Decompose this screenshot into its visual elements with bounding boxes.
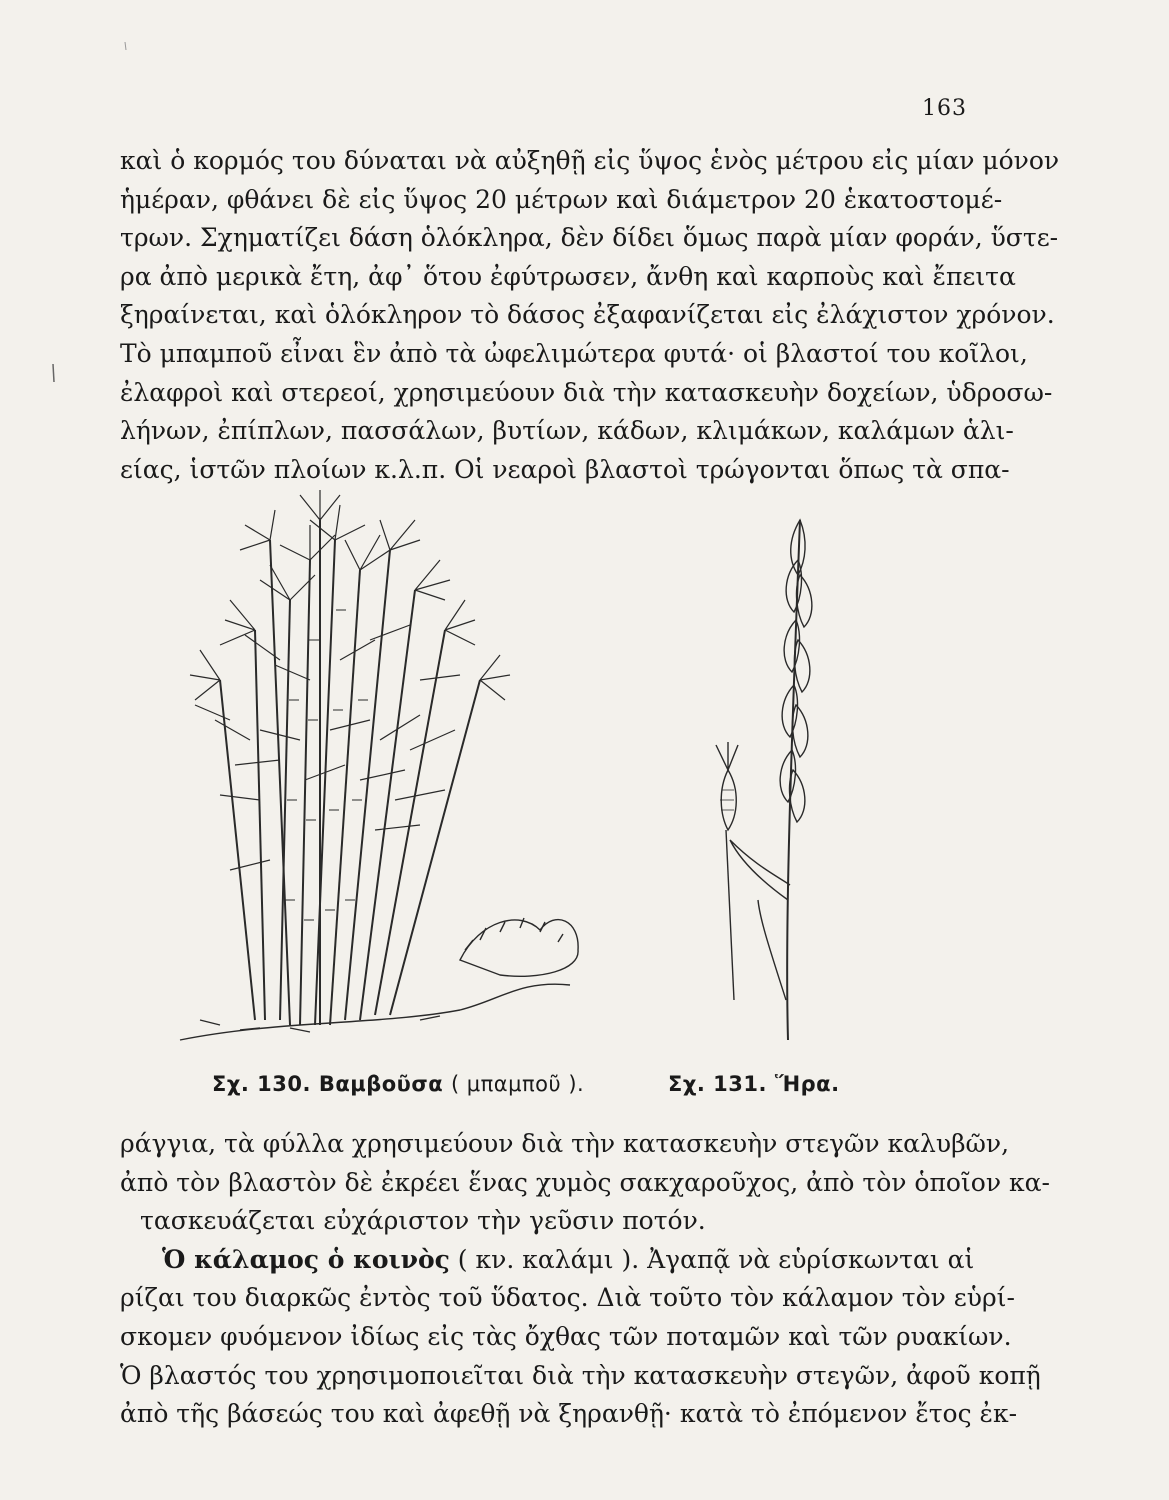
text-line: ράγγια, τὰ φύλλα χρησιμεύουν διὰ τὴν κατασκευὴν στεγῶν καλυβῶν, [120,1129,1010,1158]
figure-131-label: Σχ. 131. [668,1072,767,1096]
figure-130-title: Βαμβοῦσα [318,1072,444,1096]
term-rest: ( κν. καλάμι ). Ἀγαπᾷ νὰ εὑρίσκωνται αἱ [457,1244,975,1274]
paragraph-top [120,142,1060,489]
stray-mark [120,40,130,54]
text-line: σκομεν φυόμενον ἰδίως εἰς τὰς ὄχθας τῶν ποταμῶν καὶ τῶν ρυακίων. [120,1321,1012,1351]
text-line: ρίζαι του διαρκῶς ἐντὸς τοῦ ὕδατος. Διὰ τοῦτο τὸν κάλαμον τὸν εὑρί- [120,1283,1015,1313]
text-line-short: τασκευάζεται εὐχάριστον τὴν γεῦσιν ποτόν. [140,1206,706,1236]
page-number: 163 [922,96,967,121]
figure-131-title: Ἥρα. [774,1072,840,1096]
text-line: είας, ἱστῶν πλοίων κ.λ.π. Οἱ νεαροὶ βλαστοὶ τρώγονται ὅπως τὰ σπα- [120,454,1010,484]
figure-130-subtitle: ( μπαμποῦ ). [450,1072,585,1096]
text-line: ξηραίνεται, καὶ ὁλόκληρον τὸ δάσος ἐξαφανίζεται εἰς ἐλάχιστον χρόνον. [120,300,1055,330]
figure-131-caption [668,1072,840,1096]
text-line: ἐλαφροὶ καὶ στερεοί, χρησιμεύουν διὰ τὴν κατασκευὴν δοχείων, ὑδροσω- [120,377,1053,407]
text-line: Ὁ βλαστός του χρησιμοποιεῖται διὰ τὴν κατασκευὴν στεγῶν, ἀφοῦ κοπῇ [120,1360,1041,1390]
figure-130-caption [212,1072,584,1096]
text-line: λήνων, ἐπίπλων, πασσάλων, βυτίων, κάδων, κλιμάκων, καλάμων ἁλι- [120,416,1014,446]
text-line: ἡμέραν, φθάνει δὲ εἰς ὕψος 20 μέτρων καὶ διάμετρον 20 ἑκατοστομέ- [120,184,1003,214]
text-line: τρων. Σχηματίζει δάση ὁλόκληρα, δὲν δίδει ὅμως παρὰ μίαν φοράν, ὕστε- [120,223,1059,253]
text-line-with-term [120,1241,975,1280]
figure-130-label: Σχ. 130. [212,1072,311,1096]
bold-term: Ὁ κάλαμος ὁ κοινὸς [162,1244,450,1274]
barley-ear-illustration [716,520,812,1040]
figure-illustrations [160,480,920,1060]
text-line: καὶ ὁ κορμός του δύναται νὰ αὐξηθῇ εἰς ὕψος ἑνὸς μέτρου εἰς μίαν μόνον [120,146,1060,175]
text-line: ρα ἀπὸ μερικὰ ἔτη, ἀφ᾽ ὅτου ἐφύτρωσεν, ἄνθη καὶ καρποὺς καὶ ἔπειτα [120,261,1016,291]
text-line: ἀπὸ τὸν βλαστὸν δὲ ἐκρέει ἕνας χυμὸς σακχαροῦχος, ἀπὸ τὸν ὁποῖον κα- [120,1167,1050,1197]
bamboo-illustration [180,490,578,1040]
stray-mark [48,362,58,386]
text-line: ἀπὸ τῆς βάσεώς του καὶ ἀφεθῇ νὰ ξηρανθῇ· κατὰ τὸ ἐπόμενον ἔτος ἐκ- [120,1399,1018,1429]
text-line: Τὸ μπαμποῦ εἶναι ἓν ἀπὸ τὰ ὠφελιμώτερα φυτά· οἱ βλαστοί του κοῖλοι, [120,338,1028,368]
paragraph-bottom [120,1125,1050,1434]
